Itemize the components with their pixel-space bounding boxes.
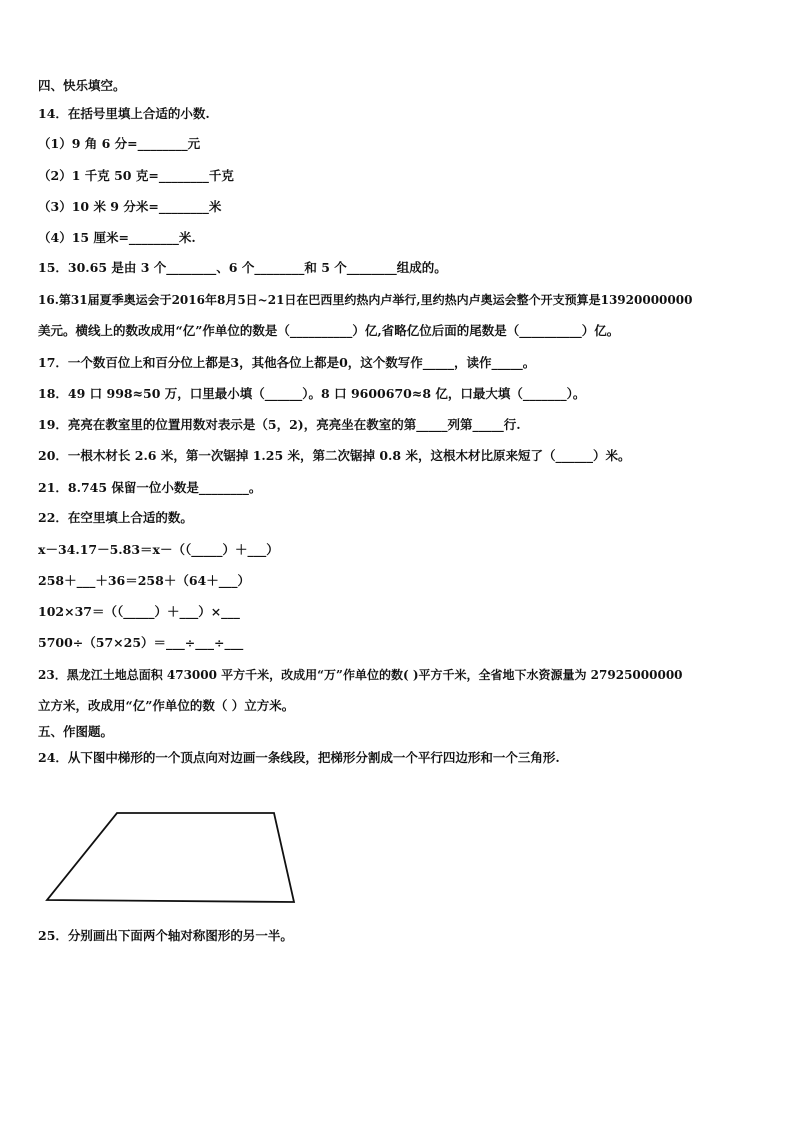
question-22-1: x－34.17－5.83＝x－（（_____）＋___） <box>38 542 279 557</box>
question-16-line-1: 16.第31届夏季奥运会于2016年8月5日~21日在巴西里约热内卢举行,里约热内卢奥运会整个开支预算是13920000000 <box>38 293 693 307</box>
question-14-3: （3）10 米 9 分米=________米 <box>38 199 222 214</box>
question-19: 19．亮亮在教室里的位置用数对表示是（5，2)，亮亮坐在教室的第_____列第_____行. <box>38 417 521 432</box>
question-24: 24．从下图中梯形的一个顶点向对边画一条线段，把梯形分割成一个平行四边形和一个三角形. <box>38 750 560 765</box>
question-21: 21．8.745 保留一位小数是________。 <box>38 480 262 495</box>
question-15: 15．30.65 是由 3 个________、6 个________和 5 个________组成的。 <box>38 260 447 275</box>
question-20: 20．一根木材长 2.6 米，第一次锯掉 1.25 米，第二次锯掉 0.8 米，这根木材比原来短了（______）米。 <box>38 448 631 463</box>
section-4-heading: 四、快乐填空。 <box>38 78 126 93</box>
question-23-line-2: 立方米，改成用“亿”作单位的数（ ）立方米。 <box>38 698 295 713</box>
question-14-1: （1）9 角 6 分=________元 <box>38 136 201 151</box>
question-16-line-2: 美元。横线上的数改成用“亿”作单位的数是（__________）亿,省略亿位后面的尾数是（__________）亿。 <box>38 323 620 338</box>
question-23-line-1: 23．黑龙江土地总面积 473000 平方千米，改成用“万”作单位的数( )平方千米，全省地下水资源量为 27925000000 <box>38 668 683 682</box>
question-22-3: 102×37＝（（_____）＋___）×___ <box>38 604 240 619</box>
question-25: 25．分别画出下面两个轴对称图形的另一半。 <box>38 928 293 943</box>
section-5-heading: 五、作图题。 <box>38 724 114 739</box>
question-22: 22．在空里填上合适的数。 <box>38 510 193 525</box>
question-22-4: 5700÷（57×25）＝___÷___÷___ <box>38 635 244 650</box>
question-22-2: 258＋___＋36＝258＋（64＋___） <box>38 573 250 588</box>
trapezoid-figure <box>40 806 310 911</box>
question-17: 17．一个数百位上和百分位上都是3，其他各位上都是0，这个数写作_____，读作_____。 <box>38 355 536 370</box>
trapezoid-shape <box>47 813 294 902</box>
question-18: 18．49 口 998≈50 万，口里最小填（______）。8 口 9600670≈8 亿，口最大填（_______）。 <box>38 386 586 401</box>
question-14: 14．在括号里填上合适的小数. <box>38 106 210 121</box>
question-14-2: （2）1 千克 50 克=________千克 <box>38 168 234 183</box>
question-14-4: （4）15 厘米=________米. <box>38 230 196 245</box>
